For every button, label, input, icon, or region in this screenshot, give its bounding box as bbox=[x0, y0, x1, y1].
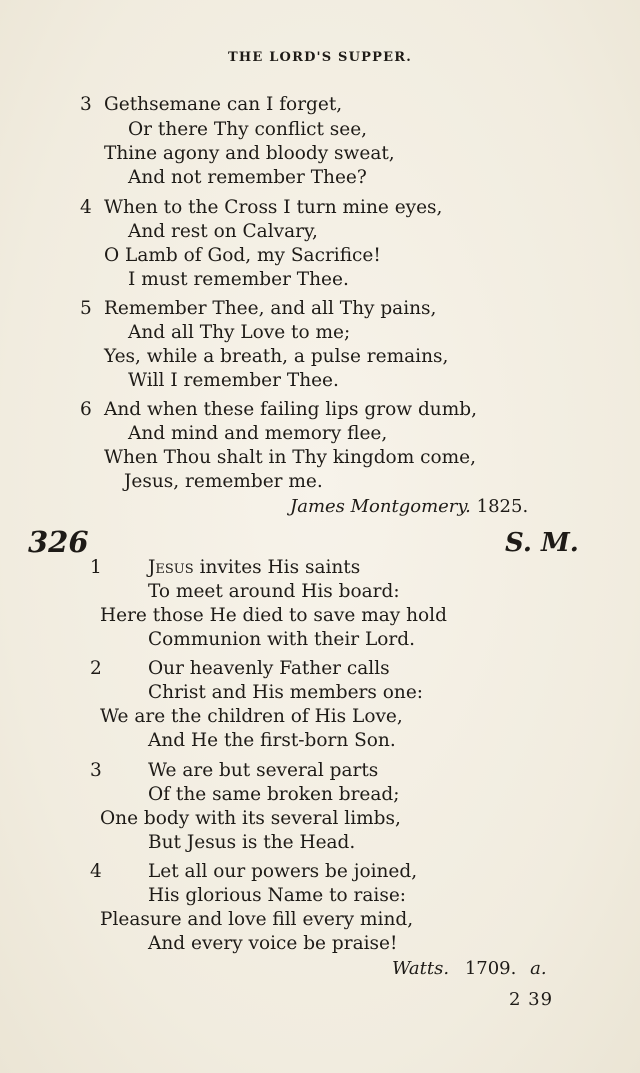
hymn-line: But Jesus is the Head. bbox=[148, 832, 356, 853]
hymn-line: We are the children of His Love, bbox=[100, 706, 403, 727]
hymn-line: Jesus, remember me. bbox=[124, 471, 323, 492]
hymn-year: 1709. bbox=[464, 958, 517, 979]
stanza-number: 6 bbox=[80, 399, 92, 420]
stanza-number: 4 bbox=[80, 197, 92, 218]
stanza-number: 1 bbox=[90, 557, 102, 578]
stanza-number: 2 bbox=[90, 658, 102, 679]
hymn-line: Will I remember Thee. bbox=[128, 370, 339, 391]
hymn-line: Communion with their Lord. bbox=[148, 629, 415, 650]
hymn-line: And when these failing lips grow dumb, bbox=[104, 399, 477, 420]
author-name: Watts. bbox=[392, 958, 450, 979]
page-number: 2 39 bbox=[509, 989, 554, 1010]
running-header: THE LORD'S SUPPER. bbox=[228, 50, 412, 65]
hymn-line: And mind and memory flee, bbox=[128, 423, 388, 444]
hymn-line: One body with its several limbs, bbox=[100, 808, 401, 829]
stanza-number: 5 bbox=[80, 298, 92, 319]
hymn-line: And every voice be praise! bbox=[148, 933, 398, 954]
hymn-number: 326 bbox=[28, 525, 89, 559]
hymn-attribution bbox=[392, 960, 547, 978]
hymn-line: Pleasure and love fill every mind, bbox=[100, 909, 414, 930]
hymn-note: a. bbox=[530, 958, 547, 979]
hymn-line: Or there Thy conflict see, bbox=[128, 119, 368, 140]
hymn-meter: S. M. bbox=[505, 528, 579, 558]
hymn-line bbox=[148, 559, 360, 578]
hymn-line: And all Thy Love to me; bbox=[128, 322, 351, 343]
hymn-line: And rest on Calvary, bbox=[128, 221, 318, 242]
line-rest: invites His saints bbox=[193, 557, 361, 578]
hymn-line: Remember Thee, and all Thy pains, bbox=[104, 298, 437, 319]
stanza-number: 4 bbox=[90, 861, 102, 882]
hymn-line: We are but several parts bbox=[148, 760, 379, 781]
hymn-line: To meet around His board: bbox=[148, 581, 400, 602]
hymn-year: 1825. bbox=[476, 496, 529, 517]
stanza-number: 3 bbox=[90, 760, 102, 781]
hymn-line: Of the same broken bread; bbox=[148, 784, 400, 805]
hymn-line: When Thou shalt in Thy kingdom come, bbox=[104, 447, 476, 468]
hymn-line: His glorious Name to raise: bbox=[148, 885, 407, 906]
author-name: James Montgomery. bbox=[290, 496, 471, 517]
first-word: Jesus bbox=[148, 557, 194, 578]
hymn-line: Christ and His members one: bbox=[148, 682, 424, 703]
stanza-number: 3 bbox=[80, 94, 92, 115]
hymn-attribution bbox=[290, 498, 528, 516]
hymn-line: When to the Cross I turn mine eyes, bbox=[104, 197, 443, 218]
hymn-line: I must remember Thee. bbox=[128, 269, 349, 290]
hymn-line: Our heavenly Father calls bbox=[148, 658, 390, 679]
hymn-line: Let all our powers be joined, bbox=[148, 861, 418, 882]
hymn-line: And He the first-born Son. bbox=[148, 730, 396, 751]
hymn-line: Thine agony and bloody sweat, bbox=[104, 143, 395, 164]
hymn-line: And not remember Thee? bbox=[128, 167, 367, 188]
hymn-line: Yes, while a breath, a pulse remains, bbox=[104, 346, 449, 367]
hymn-line: Gethsemane can I forget, bbox=[104, 94, 343, 115]
hymn-line: O Lamb of God, my Sacrifice! bbox=[104, 245, 381, 266]
hymn-line: Here those He died to save may hold bbox=[100, 605, 447, 626]
